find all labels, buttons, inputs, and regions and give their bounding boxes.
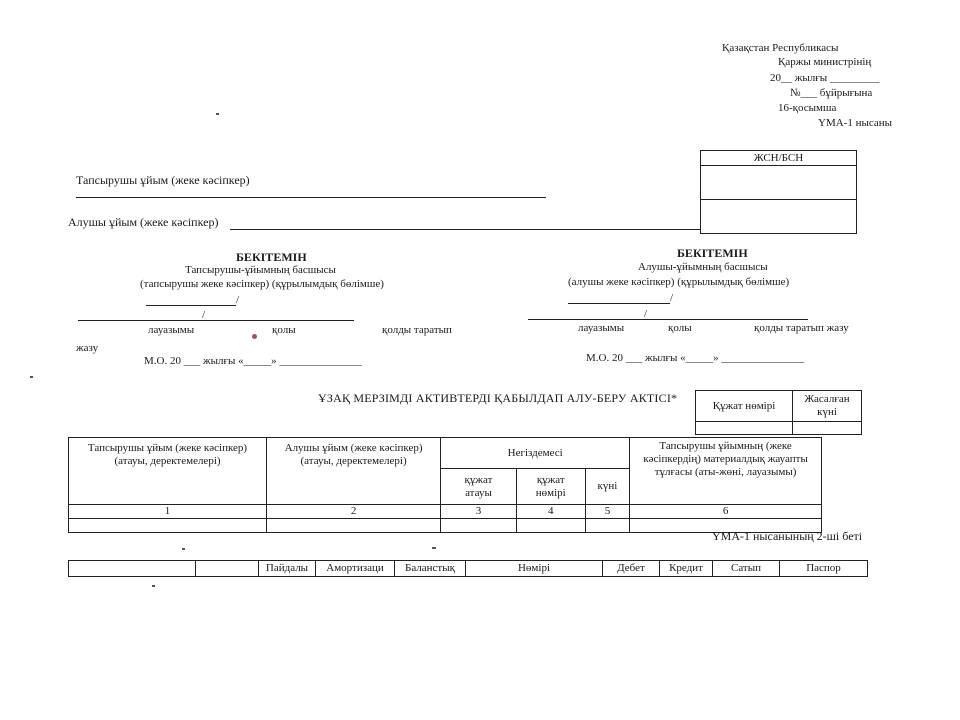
header-line1: Қазақстан Республикасы bbox=[722, 42, 839, 54]
basis-date-header: күні bbox=[585, 469, 629, 505]
empty-cell bbox=[69, 519, 267, 533]
customer-line bbox=[76, 197, 546, 198]
id-box-title: ЖСН/БСН bbox=[701, 151, 857, 166]
approve-left-write: жазу bbox=[76, 342, 99, 354]
page2-col-amortization: Амортизаци bbox=[316, 561, 395, 577]
approve-right-sign-line2 bbox=[528, 319, 808, 320]
doc-number-value bbox=[696, 422, 793, 435]
header-line3: 20__ жылғы _________ bbox=[770, 72, 880, 84]
approve-left-slash2: / bbox=[202, 309, 206, 321]
approve-right-sign-line1 bbox=[568, 303, 670, 304]
approve-left-line2: (тапсырушы жеке кәсіпкер) (құрылымдық бөлімше) bbox=[140, 278, 384, 290]
approve-left-sign-line1 bbox=[146, 305, 236, 306]
page2-empty-2 bbox=[196, 561, 259, 577]
approve-left-decipher: қолды таратып bbox=[382, 324, 452, 336]
recipient-line bbox=[230, 229, 700, 230]
approve-right-decipher: қолды таратып жазу bbox=[754, 322, 849, 334]
approve-right-signature: қолы bbox=[668, 322, 692, 334]
basis-name-header: құжат атауы bbox=[441, 469, 517, 505]
doc-date-header: Жасалған күні bbox=[793, 391, 862, 422]
id-box-cell-recipient bbox=[701, 200, 857, 234]
scan-speck bbox=[152, 585, 155, 587]
act-title: ҰЗАҚ МЕРЗІМДІ АКТИВТЕРДІ ҚАБЫЛДАП АЛУ-БЕРУ АКТІСІ* bbox=[318, 391, 678, 405]
approve-right-line2: (алушы жеке кәсіпкер) (құрылымдық бөлімше) bbox=[568, 276, 790, 288]
id-box-cell-customer bbox=[701, 166, 857, 200]
page2-empty-1 bbox=[69, 561, 196, 577]
table-row bbox=[69, 519, 822, 533]
col-num-1: 1 bbox=[69, 505, 267, 519]
approve-right-slash2: / bbox=[644, 308, 648, 320]
scan-speck bbox=[432, 547, 436, 549]
col-num-5: 5 bbox=[585, 505, 629, 519]
customer-label: Тапсырушы ұйым (жеке кәсіпкер) bbox=[76, 173, 250, 187]
col-num-2: 2 bbox=[267, 505, 441, 519]
header-line4: №___ бұйрығына bbox=[790, 87, 873, 99]
scan-speck bbox=[216, 113, 219, 115]
header-line6: ҮМА-1 нысаны bbox=[818, 117, 893, 129]
empty-cell bbox=[441, 519, 517, 533]
col-num-6: 6 bbox=[630, 505, 822, 519]
approve-left-mo: М.О. 20 ___ жылғы «_____» _______________ bbox=[144, 355, 362, 367]
approve-right-slash1: / bbox=[670, 292, 674, 304]
doc-number-header: Құжат нөмірі bbox=[696, 391, 793, 422]
approve-left-line1: Тапсырушы-ұйымның басшысы bbox=[185, 264, 336, 276]
approve-left-signature: қолы bbox=[272, 324, 296, 336]
main-table bbox=[68, 437, 822, 533]
recipient-label: Алушы ұйым (жеке кәсіпкер) bbox=[68, 215, 219, 229]
page2-table bbox=[68, 560, 868, 577]
approve-left-slash1: / bbox=[236, 294, 240, 306]
approve-left-title: БЕКІТЕМІН bbox=[236, 250, 307, 264]
empty-cell bbox=[267, 519, 441, 533]
page2-col-debit: Дебет bbox=[603, 561, 660, 577]
page2-label: ҮМА-1 нысанының 2-ші беті bbox=[712, 529, 863, 543]
empty-cell bbox=[516, 519, 585, 533]
page2-col-number: Нөмірі bbox=[466, 561, 603, 577]
approve-left-position: лауазымы bbox=[148, 324, 195, 336]
basis-header: Негіздемесі bbox=[441, 438, 630, 469]
basis-number-header: құжат нөмірі bbox=[516, 469, 585, 505]
table-row bbox=[69, 505, 822, 519]
col-responsible-header: Тапсырушы ұйымның (жеке кәсіпкердің) материалдық жауапты тұлғасы (аты-жөні, лауазымы) bbox=[630, 438, 822, 505]
header-line2: Қаржы министрінің bbox=[778, 56, 872, 68]
approve-right-title: БЕКІТЕМІН bbox=[677, 246, 748, 260]
col-num-3: 3 bbox=[441, 505, 517, 519]
page2-col-balance: Баланстық bbox=[395, 561, 466, 577]
page2-col-purchase: Сатып bbox=[713, 561, 780, 577]
scan-speck bbox=[182, 548, 185, 550]
col-num-4: 4 bbox=[516, 505, 585, 519]
scan-speck bbox=[30, 376, 33, 378]
doc-box bbox=[695, 390, 862, 435]
col-recipient-header: Алушы ұйым (жеке кәсіпкер) (атауы, деректемелері) bbox=[267, 438, 441, 505]
doc-date-value bbox=[793, 422, 862, 435]
col-customer-header: Тапсырушы ұйым (жеке кәсіпкер) (атауы, деректемелері) bbox=[69, 438, 267, 505]
approve-right-position: лауазымы bbox=[578, 322, 625, 334]
empty-cell bbox=[585, 519, 629, 533]
page2-col-credit: Кредит bbox=[660, 561, 713, 577]
approve-right-mo: М.О. 20 ___ жылғы «_____» _______________ bbox=[586, 352, 804, 364]
approve-left-sign-line2 bbox=[78, 320, 354, 321]
page2-col-passport: Паспор bbox=[780, 561, 868, 577]
approve-right-line1: Алушы-ұйымның басшысы bbox=[638, 261, 768, 273]
page2-col-useful: Пайдалы bbox=[259, 561, 316, 577]
id-box bbox=[700, 150, 857, 234]
header-line5: 16-қосымша bbox=[778, 102, 837, 114]
scan-speck bbox=[252, 334, 257, 339]
